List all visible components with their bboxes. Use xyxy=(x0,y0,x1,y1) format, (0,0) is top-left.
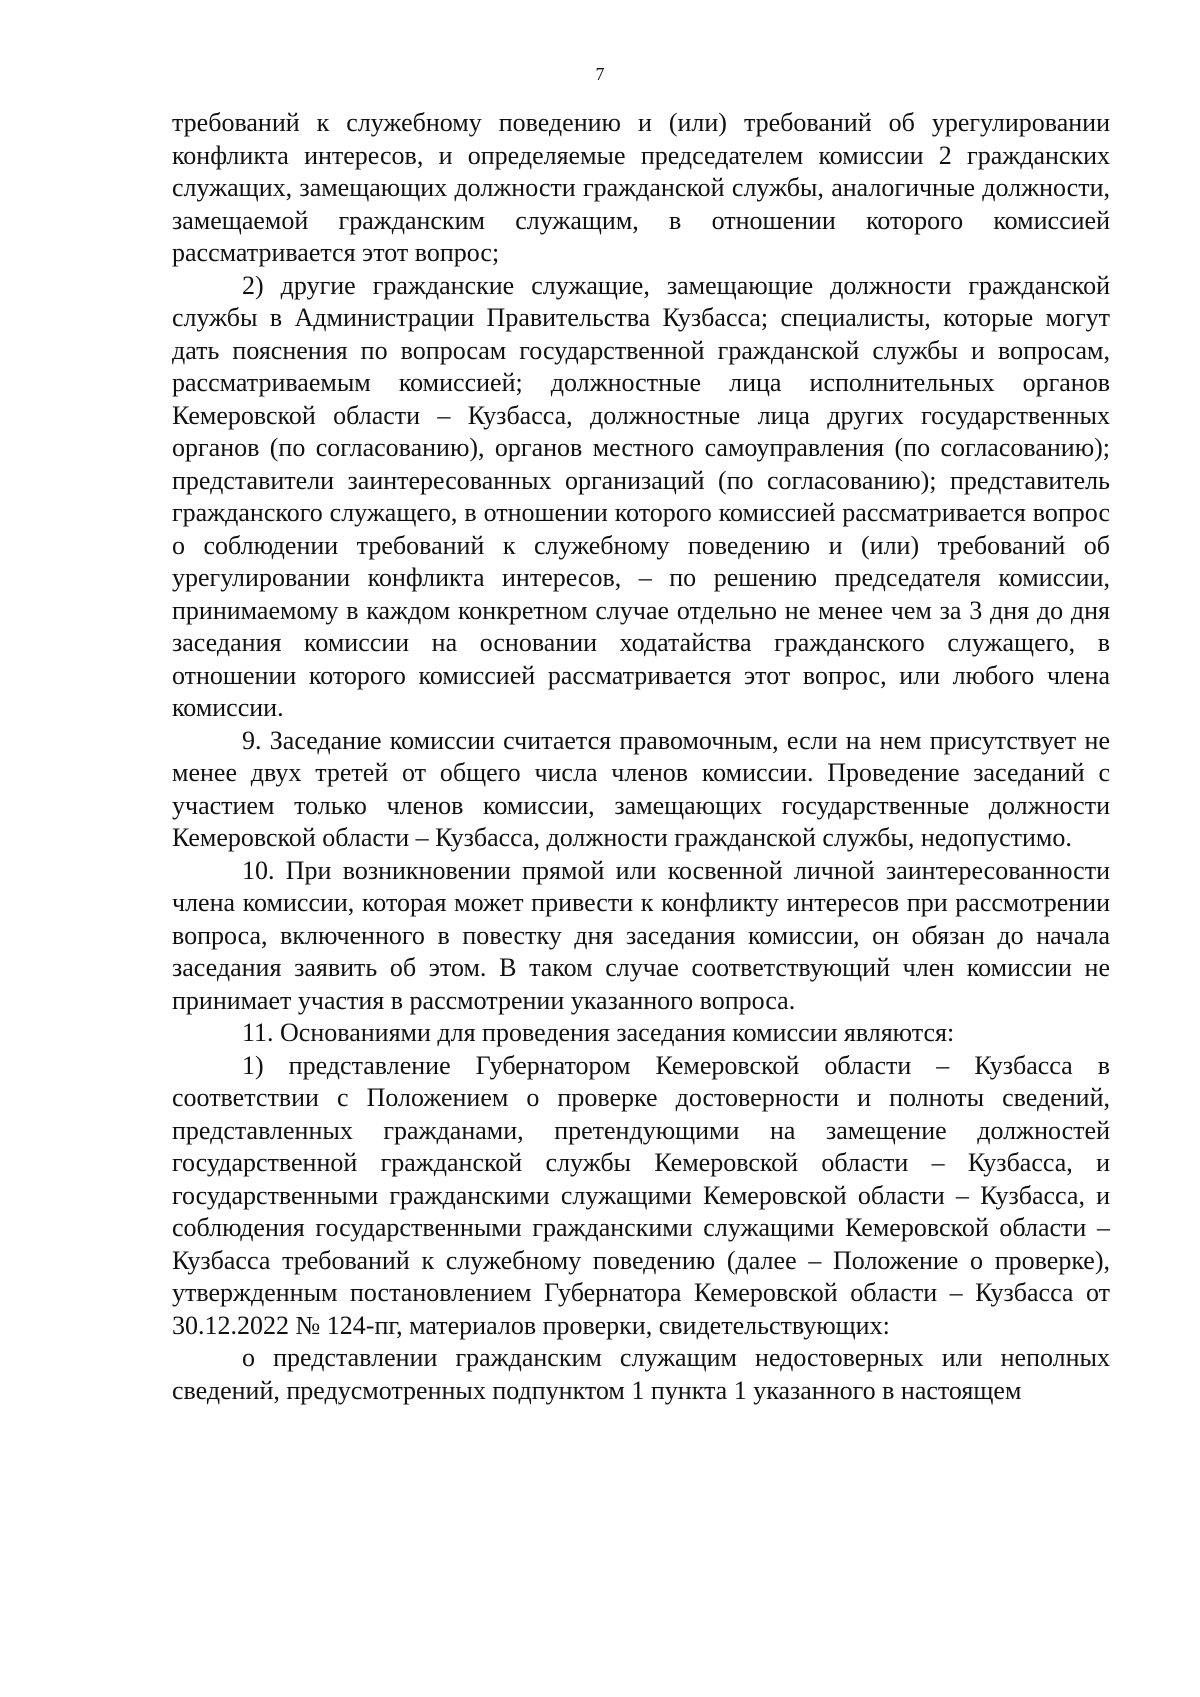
paragraph-item-11: 11. Основаниями для проведения заседания комиссии являются: xyxy=(242,1018,955,1047)
page-number: 7 xyxy=(595,64,605,84)
paragraph-continuation: требований к служебному поведению и (или) требований об урегулировании конфликта интересов, и определяемые председателем комиссии 2 гражданских служащих, замещающих должности гражданской службы, аналогичные должности, замещаемой гражданским служащим, в отношении которого комиссией рассматривается этот вопрос; xyxy=(172,108,1110,267)
paragraph-item-11-subitem-1: 1) представление Губернатором Кемеровской области – Кузбасса в соответствии с Положением о проверке достоверности и полноты сведений, представленных гражданами, претендующими на замещение должностей государственной гражданской службы Кемеровской области – Кузбасса, и государственными гражданскими служащими Кемеровской области – Кузбасса, и соблюдения государственными гражданскими служащими Кемеровской области – Кузбасса требований к служебному поведению (далее – Положение о проверке), утвержденным постановлением Губернатора Кемеровской области – Кузбасса от 30.12.2022 № 124-пг, материалов проверки, свидетельствующих: xyxy=(172,1050,1110,1340)
document-body xyxy=(172,107,1110,1407)
paragraph-item-9: 9. Заседание комиссии считается правомочным, если на нем присутствует не менее двух третей от общего числа членов комиссии. Проведение заседаний с участием только членов комиссии, замещающих государственные должности Кемеровской области – Кузбасса, должности гражданской службы, недопустимо. xyxy=(172,725,1110,852)
paragraph-subitem-2: 2) другие гражданские служащие, замещающие должности гражданской службы в Администрации Правительства Кузбасса; специалисты, которые могут дать пояснения по вопросам государственной гражданской службы и вопросам, рассматриваемым комиссией; должностные лица исполнительных органов Кемеровской области – Кузбасса, должностные лица других государственных органов (по согласованию), органов местного самоуправления (по согласованию); представители заинтересованных организаций (по согласованию); представитель гражданского служащего, в отношении которого комиссией рассматривается вопрос о соблюдении требований к служебному поведению и (или) требований об урегулировании конфликта интересов, – по решению председателя комиссии, принимаемому в каждом конкретном случае отдельно не менее чем за 3 дня до дня заседания комиссии на основании ходатайства гражданского служащего, в отношении которого комиссией рассматривается этот вопрос, или любого члена комиссии. xyxy=(172,270,1110,722)
paragraph-item-11-subitem-1-clause: о представлении гражданским служащим недостоверных или неполных сведений, предусмотренных подпунктом 1 пункта 1 указанного в настоящем xyxy=(172,1343,1110,1405)
paragraph-item-10: 10. При возникновении прямой или косвенной личной заинтересованности члена комиссии, которая может привести к конфликту интересов при рассмотрении вопроса, включенного в повестку дня заседания комиссии, он обязан до начала заседания заявить об этом. В таком случае соответствующий член комиссии не принимает участия в рассмотрении указанного вопроса. xyxy=(172,855,1110,1015)
